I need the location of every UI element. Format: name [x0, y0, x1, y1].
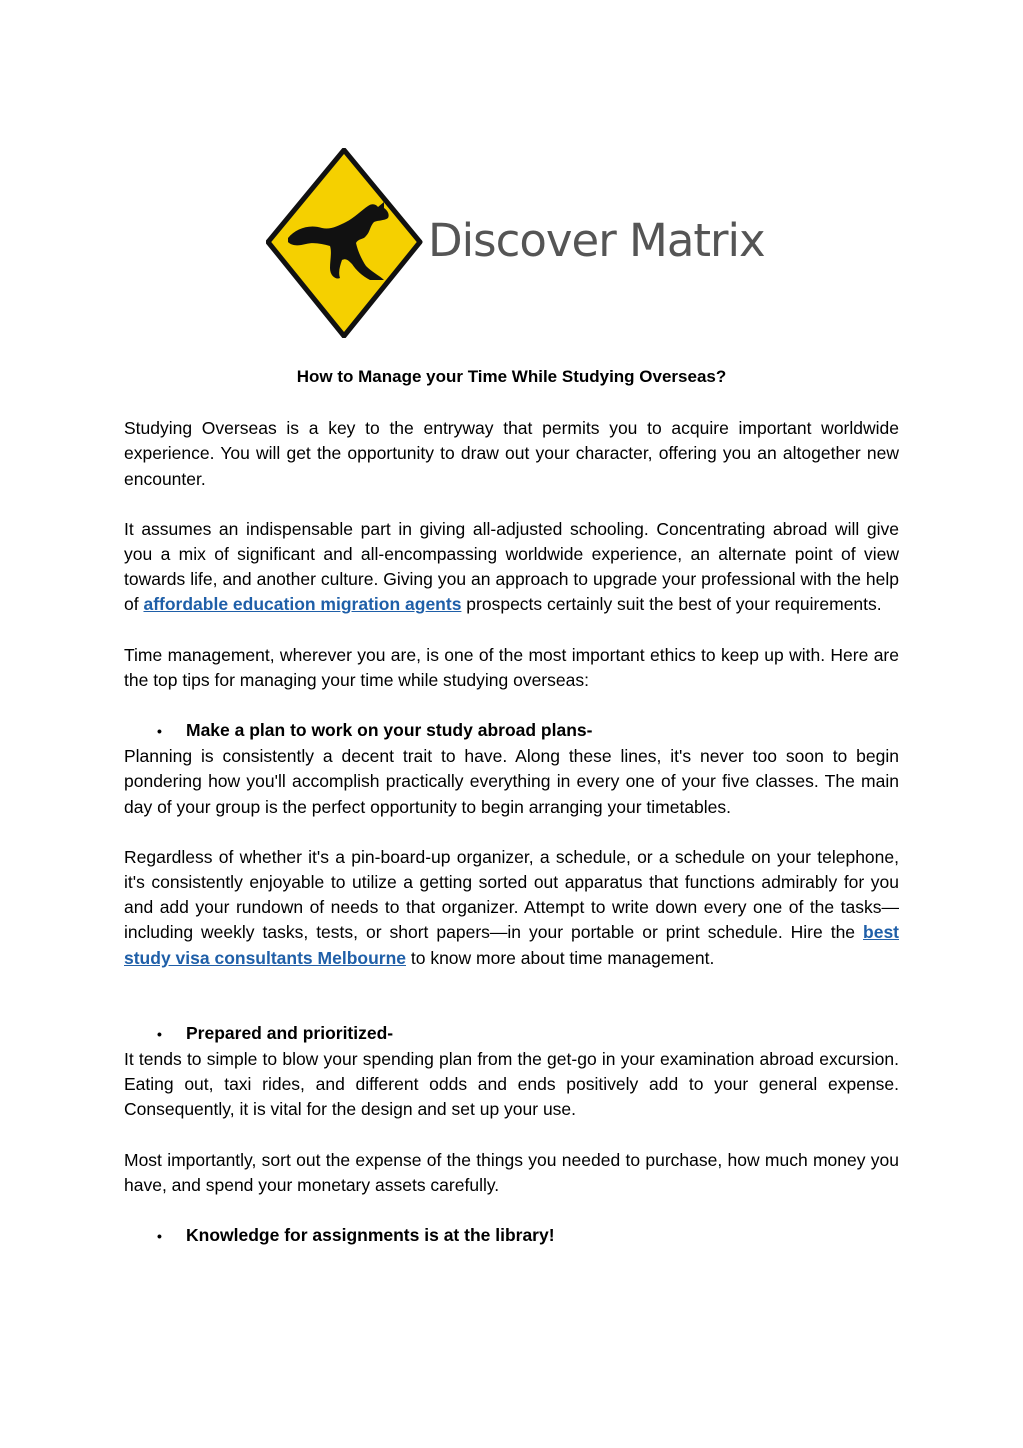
paragraph-text: Regardless of whether it's a pin-board-up organizer, a schedule, or a schedule on your telephone, it's consistently enjoyable to utilize a getting sorted out apparatus that functions admirably for you and add your rundown of needs to that organizer. Attempt to write down every one of the tasks—including weekly tasks, tests, or short papers—in your portable or print schedule. Hire the: [124, 846, 899, 943]
bullet-heading-text: Knowledge for assignments is at the library!: [186, 1225, 555, 1246]
bullet-icon: •: [157, 1228, 162, 1245]
paragraph-text: to know more about time management.: [406, 947, 715, 968]
paragraph-organizer: [124, 845, 899, 971]
article-body: [124, 364, 899, 1249]
kangaroo-road-sign-icon: [266, 148, 426, 338]
paragraph-intro: Studying Overseas is a key to the entryway that permits you to acquire important worldwide experience. You will get the opportunity to draw out your character, offering you an altogether new encounter.: [124, 418, 899, 489]
paragraph-time-management: Time management, wherever you are, is one of the most important ethics to keep up with. Here are the top tips for managing your time while studying overseas:: [124, 644, 899, 690]
bullet-heading-library: [124, 1223, 899, 1249]
affordable-education-migration-agents-link[interactable]: affordable education migration agents: [143, 594, 462, 615]
paragraph-planning: Planning is consistently a decent trait to have. Along these lines, it's never too soon to begin pondering how you'll accomplish practically everything in every one of your five classes. The main day of your group is the perfect opportunity to begin arranging your timetables.: [124, 746, 899, 817]
bullet-heading-text: Prepared and prioritized-: [186, 1022, 394, 1043]
best-study-visa-consultants-link[interactable]: best study visa consultants Melbourne: [124, 922, 899, 968]
discover-matrix-logo: [266, 148, 765, 338]
paragraph-schooling: [124, 517, 899, 618]
article-title: How to Manage your Time While Studying Overseas?: [296, 367, 727, 386]
bullet-icon: •: [157, 723, 162, 740]
bullet-icon: •: [157, 1025, 162, 1042]
bullet-heading-prepared: [124, 1021, 899, 1047]
bullet-heading-text: Make a plan to work on your study abroad plans-: [186, 720, 593, 741]
bullet-heading-plan: [124, 718, 899, 744]
brand-name: Discover Matrix: [428, 214, 765, 267]
paragraph-text: It assumes an indispensable part in giving all-adjusted schooling. Concentrating abroad will give you a mix of significant and all-encompassing worldwide experience, an alternate point of view towards life, and another culture. Giving you an approach to upgrade your professional with the help of: [124, 518, 899, 615]
paragraph-spending: It tends to simple to blow your spending plan from the get-go in your examination abroad excursion. Eating out, taxi rides, and different odds and ends positively add to your general expense. Consequently, it is vital for the design and set up your use.: [124, 1049, 899, 1120]
paragraph-text: prospects certainly suit the best of your requirements.: [461, 594, 882, 615]
paragraph-expenses: Most importantly, sort out the expense of the things you needed to purchase, how much money you have, and spend your monetary assets carefully.: [124, 1149, 899, 1195]
